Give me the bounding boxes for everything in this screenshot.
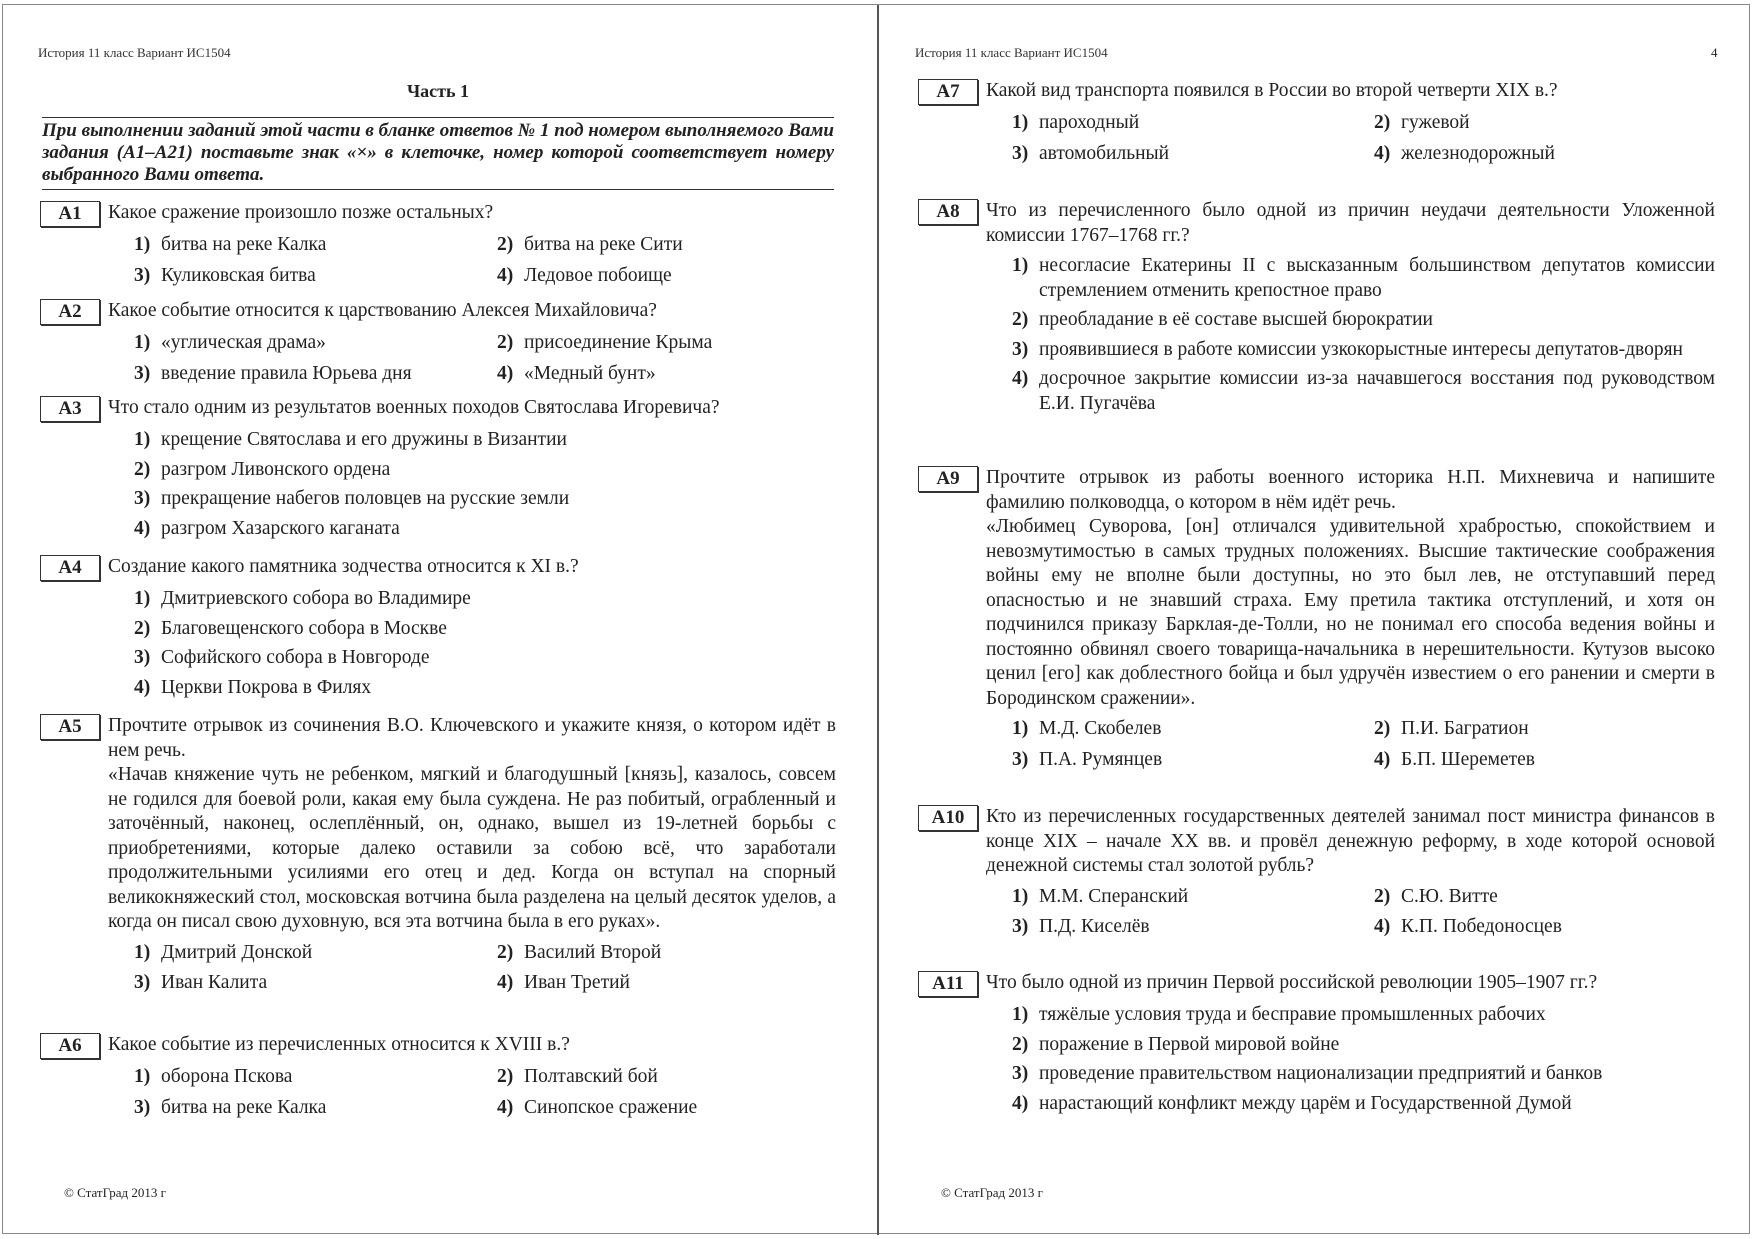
option-text: присоединение Крыма xyxy=(524,332,713,353)
option-text: поражение в Первой мировой войне xyxy=(1039,1033,1340,1055)
answer-option xyxy=(1012,717,1374,742)
option-text: прекращение набегов половцев на русские земли xyxy=(161,488,570,509)
option-text: П.Д. Киселёв xyxy=(1039,916,1150,937)
option-text: тяжёлые условия труда и бесправие промышленных рабочих xyxy=(1039,1004,1546,1025)
option-number: 2) xyxy=(497,1066,514,1087)
option-text: М.М. Сперанский xyxy=(1039,885,1189,907)
option-text: введение правила Юрьева дня xyxy=(161,362,412,384)
left-page xyxy=(0,5,876,1235)
question-number: А3 xyxy=(40,396,100,422)
option-number: 4) xyxy=(134,517,151,539)
option-number: 4) xyxy=(134,676,151,698)
answer-option xyxy=(497,264,836,289)
answer-option xyxy=(134,428,836,453)
question-number: А7 xyxy=(918,79,978,105)
option-number: 4) xyxy=(497,1096,514,1118)
question-text: Создание какого памятника зодчества относится к XI в.? xyxy=(108,556,579,577)
answer-option xyxy=(134,517,836,542)
right-page xyxy=(877,5,1754,1235)
question-text: Кто из перечисленных государственных деятелей занимал пост министра финансов в конце XIX – начале XX вв. и провёл денежную реформу, в ходе которой основой денежной системы стал золотой рубль? xyxy=(986,806,1715,876)
question-a5 xyxy=(40,714,836,996)
answer-option xyxy=(1012,915,1374,940)
answer-option xyxy=(134,617,836,642)
answer-option xyxy=(1012,1033,1715,1058)
answer-option xyxy=(1012,1003,1715,1028)
option-text: нарастающий конфликт между царём и Государственной Думой xyxy=(1039,1092,1572,1114)
answer-option xyxy=(1012,111,1374,136)
option-text: Куликовская битва xyxy=(161,264,316,286)
quote-text: «Любимец Суворова, [он] отличался удивительной храбростью, спокойствием и невозмутимостью в самых трудных положениях. Высшие тактические соображения войны ему не вполне были доступны, но это был лев, не отступавший перед опасностью и не знавший страха. Ему претила тактика отступлений, и хотя он подчинился приказу Барклая-де-Толли, но не понимал его способа ведения войны и постоянно обвинял своего товарища-начальника в нерешительности. Кутузов высоко ценил [его] как доблестного бойца и был удручён известием о его ранении и смерти в Бородинском сражении». xyxy=(986,516,1715,709)
question-number: А2 xyxy=(40,299,100,325)
question-text: Что стало одним из результатов военных походов Святослава Игоревича? xyxy=(108,397,720,418)
option-number: 3) xyxy=(1012,748,1029,770)
option-number: 1) xyxy=(134,1066,151,1087)
question-text: Какое событие из перечисленных относится к XVIII в.? xyxy=(108,1034,570,1055)
question-number: А1 xyxy=(40,201,100,227)
question-a11 xyxy=(918,971,1715,1121)
answer-option xyxy=(1374,142,1715,167)
answer-option xyxy=(134,587,836,612)
option-text: П.И. Багратион xyxy=(1401,718,1529,739)
option-text: оборона Пскова xyxy=(161,1066,293,1087)
question-text: Какое событие относится к царствованию Алексея Михайловича? xyxy=(108,300,657,321)
answer-option xyxy=(497,1096,836,1121)
answer-option xyxy=(497,331,836,356)
option-text: М.Д. Скобелев xyxy=(1039,718,1162,739)
answer-option xyxy=(134,331,497,356)
answer-option xyxy=(1012,1092,1715,1117)
question-number: А11 xyxy=(918,971,978,997)
page-footer: © СтатГрад 2013 г xyxy=(64,1185,166,1200)
answer-option xyxy=(1012,338,1715,363)
question-number: А9 xyxy=(918,466,978,492)
option-text: железнодорожный xyxy=(1401,142,1555,164)
option-number: 1) xyxy=(1012,1004,1029,1025)
page-number: 4 xyxy=(1711,45,1718,60)
option-text: досрочное закрытие комиссии из-за начавшегося восстания под руководством Е.И. Пугачёва xyxy=(1039,368,1715,414)
option-text: К.П. Победоносцев xyxy=(1401,916,1562,937)
question-a8 xyxy=(918,199,1715,421)
option-number: 1) xyxy=(134,941,151,963)
answer-option xyxy=(1374,885,1715,910)
answer-option xyxy=(134,646,836,671)
question-a3 xyxy=(40,396,836,546)
option-number: 3) xyxy=(1012,1063,1029,1084)
question-a7 xyxy=(918,79,1715,166)
option-number: 3) xyxy=(134,264,151,286)
option-number: 1) xyxy=(1012,885,1029,907)
option-text: крещение Святослава и его дружины в Византии xyxy=(161,429,567,450)
answer-option xyxy=(1012,885,1374,910)
option-text: Б.П. Шереметев xyxy=(1401,748,1536,770)
page-header: История 11 класс Вариант ИС1504 xyxy=(915,45,1108,60)
option-number: 1) xyxy=(1012,112,1029,133)
option-number: 1) xyxy=(1012,718,1029,739)
option-number: 2) xyxy=(497,234,514,255)
option-number: 2) xyxy=(497,941,514,963)
option-text: Иван Калита xyxy=(161,972,268,993)
option-number: 2) xyxy=(1374,718,1391,739)
option-text: С.Ю. Витте xyxy=(1401,885,1498,907)
option-number: 3) xyxy=(134,647,151,668)
question-number: А6 xyxy=(40,1033,100,1059)
option-text: Дмитриевского собора во Владимире xyxy=(161,588,471,609)
option-number: 4) xyxy=(497,972,514,993)
answer-option xyxy=(1012,367,1715,416)
question-text: Прочтите отрывок из сочинения В.О. Ключевского и укажите князя, о котором идёт в нем речь. xyxy=(108,715,836,761)
question-number: А10 xyxy=(918,805,978,831)
option-text: Василий Второй xyxy=(524,941,662,963)
option-text: пароходный xyxy=(1039,112,1140,133)
answer-option xyxy=(134,264,497,289)
option-text: Церкви Покрова в Филях xyxy=(161,676,372,698)
option-text: разгром Хазарского каганата xyxy=(161,517,400,539)
question-text: Прочтите отрывок из работы военного историка Н.П. Михневича и напишите фамилию полководца, о котором в нём идёт речь. xyxy=(986,467,1715,513)
option-text: проведение правительством национализации предприятий и банков xyxy=(1039,1063,1603,1084)
option-text: преобладание в её составе высшей бюрократии xyxy=(1039,309,1433,330)
question-a4 xyxy=(40,555,836,705)
option-text: «углическая драма» xyxy=(161,332,326,353)
answer-option xyxy=(1012,1062,1715,1087)
option-text: «Медный бунт» xyxy=(524,362,656,384)
option-number: 2) xyxy=(1012,309,1029,330)
option-number: 1) xyxy=(134,332,151,353)
option-number: 4) xyxy=(497,362,514,384)
question-a9 xyxy=(918,466,1715,772)
option-number: 2) xyxy=(1012,1033,1029,1055)
option-number: 1) xyxy=(134,429,151,450)
answer-option xyxy=(497,1065,836,1090)
answer-option xyxy=(134,1065,497,1090)
option-number: 3) xyxy=(134,972,151,993)
question-text: Что из перечисленного было одной из причин неудачи деятельности Уложенной комиссии 1767–1768 гг.? xyxy=(986,200,1715,246)
page-footer: © СтатГрад 2013 г xyxy=(941,1185,1043,1200)
option-text: битва на реке Калка xyxy=(161,234,327,255)
question-text: Какое сражение произошло позже остальных? xyxy=(108,202,494,223)
option-text: Иван Третий xyxy=(524,972,630,993)
answer-option xyxy=(134,458,836,483)
answer-option xyxy=(134,233,497,258)
option-number: 1) xyxy=(134,234,151,255)
answer-option xyxy=(1374,717,1715,742)
option-text: разгром Ливонского ордена xyxy=(161,458,391,480)
option-text: битва на реке Калка xyxy=(161,1096,327,1118)
answer-option xyxy=(497,971,836,996)
option-number: 2) xyxy=(1374,112,1391,133)
option-number: 4) xyxy=(497,264,514,286)
answer-option xyxy=(1012,308,1715,333)
answer-option xyxy=(134,971,497,996)
option-number: 3) xyxy=(1012,142,1029,164)
option-number: 2) xyxy=(497,332,514,353)
option-text: Софийского собора в Новгороде xyxy=(161,647,430,668)
option-text: битва на реке Сити xyxy=(524,234,683,255)
page-header: История 11 класс Вариант ИС1504 xyxy=(38,45,231,60)
option-text: Благовещенского собора в Москве xyxy=(161,617,447,639)
answer-option xyxy=(1012,254,1715,303)
option-number: 4) xyxy=(1012,1092,1029,1114)
option-number: 3) xyxy=(1012,916,1029,937)
option-text: несогласие Екатерины II с высказанным большинством депутатов комиссии стремлением отменить крепостное право xyxy=(1039,255,1715,301)
quote-text: «Начав княжение чуть не ребенком, мягкий и благодушный [князь], казалось, совсем не годился для боевой роли, какая ему была суждена. Не раз побитый, ограбленный и заточённый, наконец, ослеплённый, он, однако, вышел из 19-летней борьбы с приобретениями, которые далеко оставили за собою всё, что заработали продолжительными усилиями его отец и дед. Когда он вступал на спорный великокняжеский стол, московская вотчина была разделена на целый десяток уделов, а когда он писал свою духовную, вся эта вотчина была в его руках». xyxy=(108,764,836,932)
option-number: 1) xyxy=(1012,255,1029,276)
option-text: Синопское сражение xyxy=(524,1096,698,1118)
answer-option xyxy=(1374,748,1715,773)
option-number: 4) xyxy=(1374,142,1391,164)
option-text: гужевой xyxy=(1401,112,1470,133)
question-a10 xyxy=(918,805,1715,940)
question-number: А8 xyxy=(918,199,978,225)
option-number: 3) xyxy=(134,488,151,509)
option-number: 4) xyxy=(1374,916,1391,937)
question-text: Что было одной из причин Первой российской революции 1905–1907 гг.? xyxy=(986,972,1598,993)
option-text: П.А. Румянцев xyxy=(1039,748,1163,770)
part-title: Часть 1 xyxy=(406,81,470,101)
option-number: 1) xyxy=(134,588,151,609)
option-text: Дмитрий Донской xyxy=(161,941,313,963)
question-a6 xyxy=(40,1033,836,1120)
answer-option xyxy=(497,362,836,387)
option-number: 2) xyxy=(134,458,151,480)
option-number: 3) xyxy=(134,1096,151,1118)
question-number: А4 xyxy=(40,555,100,581)
answer-option xyxy=(1374,915,1715,940)
question-number: А5 xyxy=(40,714,100,740)
option-text: автомобильный xyxy=(1039,142,1170,164)
option-text: Полтавский бой xyxy=(524,1066,658,1087)
question-text: Какой вид транспорта появился в России во второй четверти XIX в.? xyxy=(986,80,1558,101)
option-number: 2) xyxy=(134,617,151,639)
answer-option xyxy=(1012,142,1374,167)
instruction: При выполнении заданий этой части в бланке ответов № 1 под номером выполняемого Вами задания (А1–А21) поставьте знак «×» в клеточке, номер которой соответствует номеру выбранного Вами ответа. xyxy=(42,117,834,190)
answer-option xyxy=(1374,111,1715,136)
option-number: 3) xyxy=(134,362,151,384)
answer-option xyxy=(134,676,836,701)
answer-option xyxy=(497,233,836,258)
question-a1 xyxy=(40,201,836,288)
option-number: 2) xyxy=(1374,885,1391,907)
option-text: проявившиеся в работе комиссии узкокорыстные интересы депутатов-дворян xyxy=(1039,338,1683,360)
question-a2 xyxy=(40,299,836,386)
option-number: 3) xyxy=(1012,338,1029,360)
answer-option xyxy=(134,941,497,966)
answer-option xyxy=(497,941,836,966)
option-number: 4) xyxy=(1374,748,1391,770)
option-number: 4) xyxy=(1012,368,1029,389)
answer-option xyxy=(134,362,497,387)
answer-option xyxy=(134,487,836,512)
answer-option xyxy=(134,1096,497,1121)
option-text: Ледовое побоище xyxy=(524,264,672,286)
answer-option xyxy=(1012,748,1374,773)
